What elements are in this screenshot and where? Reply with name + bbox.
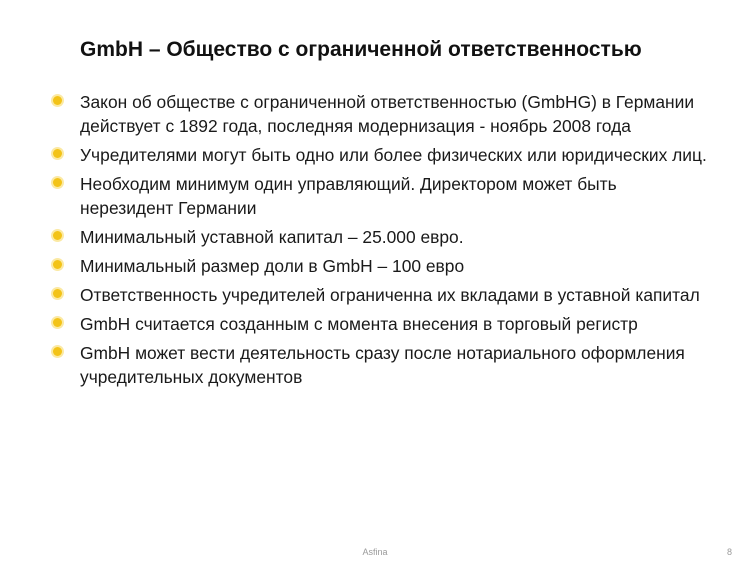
bullet-dot-icon [53,96,62,105]
footer-company: Asfina [362,547,388,557]
bullet-text: GmbH может вести деятельность сразу после нотариального оформления учредительных документов [80,343,685,387]
bullet-text: Закон об обществе с ограниченной ответственностью (GmbHG) в Германии действует с 1892 года, последняя модернизация - ноябрь 2008 года [80,92,695,136]
bullet-dot-icon [53,347,62,356]
bullet-item [48,254,708,278]
bullet-item [48,312,708,336]
bullet-item [48,90,708,138]
bullet-dot-icon [53,260,62,269]
page-number: 8 [726,547,732,557]
bullet-dot-icon [53,231,62,240]
bullet-list [48,90,708,394]
bullet-dot-icon [53,289,62,298]
bullet-item [48,341,708,389]
bullet-item [48,225,708,249]
bullet-item [48,283,708,307]
bullet-text: Необходим минимум один управляющий. Директором может быть нерезидент Германии [80,174,617,218]
bullet-dot-icon [53,149,62,158]
bullet-dot-icon [53,178,62,187]
bullet-item [48,143,708,167]
slide-title: GmbH – Общество с ограниченной ответственностью [80,38,642,61]
bullet-text: Минимальный размер доли в GmbH – 100 евро [80,256,465,276]
bullet-text: Ответственность учредителей ограниченна их вкладами в уставной капитал [80,285,700,305]
bullet-item [48,172,708,220]
bullet-text: GmbH считается созданным с момента внесения в торговый регистр [80,314,638,334]
bullet-text: Минимальный уставной капитал – 25.000 евро. [80,227,464,247]
bullet-text: Учредителями могут быть одно или более физических или юридических лиц. [80,145,707,165]
bullet-dot-icon [53,318,62,327]
